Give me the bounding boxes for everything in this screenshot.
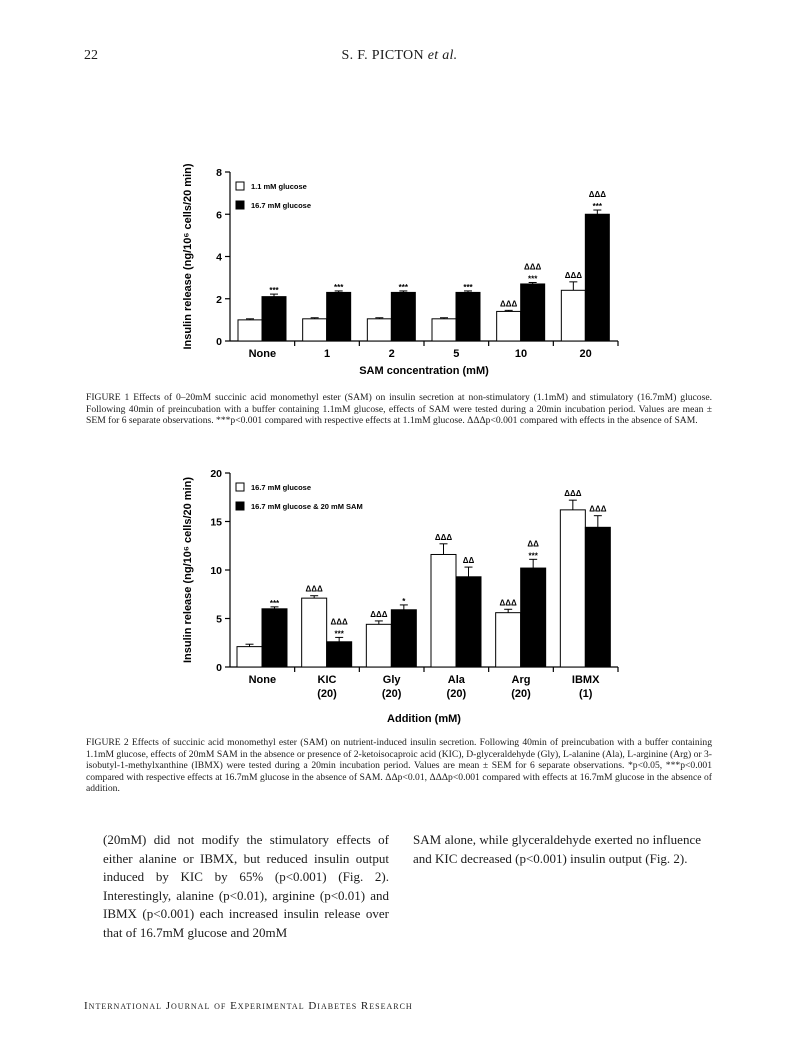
y-axis-label: Insulin release (ng/10⁶ cells/20 min) [182, 476, 194, 664]
significance-label: ΔΔΔ [434, 532, 453, 542]
significance-label: ΔΔΔ [564, 270, 582, 280]
body-text-column-1: (20mM) did not modify the stimulatory effects of either alanine or IBMX, but reduced insulin output induced by KIC by 65% (p<0.001) (Fig. 2). Interestingly, alanine (p<0.01), arginine (p<0.01) and IBMX (p<0.001) each increased insulin release over that of 16.7mM glucose and 20mM [103, 832, 389, 940]
y-tick-label: 8 [216, 167, 222, 179]
journal-footer: International Journal of Experimental Diabetes Research [84, 1000, 413, 1012]
bar-open [237, 647, 262, 667]
figure-2-caption: FIGURE 2 Effects of succinic acid monomethyl ester (SAM) on nutrient-induced insulin secretion. Following 40min of preincubation with a buffer containing 1.1mM glucose, effects of 20mM SAM in the absence or presence of 2-ketoisocaproic acid (KIC), D-glyceraldehyde (Gly), L-alanine (Ala), L-arginine (Arg) or 3-isobutyl-1-methylxanthine (IBMX) were tested during a 20min incubation period. Values are mean ± SEM for 6 separate observations. *p<0.05, ***p<0.001 compared with respective effects at 16.7mM glucose in the absence of SAM. ΔΔp<0.01, ΔΔΔp<0.001 compared with effects at 16.7mM glucose in the absence of addition. [86, 737, 712, 794]
x-tick-label-line: (20) [381, 688, 402, 700]
significance-label: *** [592, 202, 603, 212]
x-tick-label-line: Gly [382, 674, 401, 686]
running-head-author: S. F. PICTON [341, 48, 424, 63]
significance-label: ΔΔΔ [330, 617, 348, 627]
bar-open [302, 598, 327, 667]
significance-label: ΔΔΔ [499, 598, 517, 608]
legend-label: 16.7 mM glucose & 20 mM SAM [251, 502, 363, 511]
x-tick-label [249, 674, 277, 686]
body-text-column-2: SAM alone, while glyceraldehyde exerted no influence and KIC decreased (p<0.001) insulin output (Fig. 2). [413, 832, 701, 866]
x-tick-label [572, 674, 600, 700]
bar-filled [585, 527, 610, 667]
bar-open [366, 624, 391, 667]
significance-label: *** [463, 282, 473, 292]
significance-label: *** [528, 551, 538, 561]
significance-label: ΔΔΔ [588, 190, 606, 200]
significance-label: *** [269, 598, 280, 608]
bar-filled [391, 610, 416, 667]
x-tick-label [317, 674, 337, 700]
y-axis-label: Insulin release (ng/10⁶ cells/20 min) [182, 163, 194, 350]
y-tick-label: 0 [216, 336, 222, 348]
significance-label: ΔΔΔ [589, 504, 607, 514]
y-tick-label: 15 [210, 516, 222, 529]
significance-label: *** [269, 286, 279, 296]
x-tick-label [382, 674, 402, 700]
significance-label: * [402, 596, 406, 606]
bar-open [431, 554, 456, 667]
figure-1-caption: FIGURE 1 Effects of 0–20mM succinic acid monomethyl ester (SAM) on insulin secretion at non-stimulatory (1.1mM) and stimulatory (16.7mM) glucose. Following 40min of preincubation with a buffer containing 1.1mM glucose, effects of SAM were tested during a 20min incubation period. Values are mean ± SEM for 6 separate observations. ***p<0.001 compared with respective effects at 1.1mM glucose. ΔΔΔp<0.001 compared with effects in the absence of SAM. [86, 392, 712, 426]
bar-filled [327, 642, 352, 667]
bar-open [496, 613, 521, 667]
x-tick-label [447, 674, 467, 700]
x-tick-label-line: (20) [446, 688, 467, 700]
significance-label: *** [527, 274, 538, 284]
x-tick-label-line: (20) [317, 688, 337, 700]
significance-label: *** [333, 282, 344, 292]
significance-label: *** [334, 629, 344, 639]
x-tick-label-line: 5 [453, 348, 460, 360]
y-tick-label: 0 [216, 662, 222, 674]
legend-swatch [236, 502, 244, 510]
page-number: 22 [84, 48, 98, 63]
significance-label: ΔΔ [527, 539, 539, 549]
significance-label: *** [398, 282, 409, 292]
y-tick-label: 4 [216, 251, 222, 264]
legend-swatch [236, 483, 244, 491]
bar-filled [521, 568, 546, 667]
x-tick-label-line: 10 [514, 348, 528, 360]
x-tick-label-line: IBMX [571, 674, 600, 686]
x-tick-label-line: (1) [578, 688, 593, 700]
y-tick-label: 2 [216, 293, 222, 306]
y-tick-label: 10 [210, 565, 222, 577]
x-axis-label: SAM concentration (mM) [359, 365, 489, 377]
x-tick-label-line: Arg [511, 674, 531, 686]
y-tick-label: 20 [210, 468, 222, 480]
x-tick-label-line: (20) [511, 688, 531, 700]
bar-open [560, 510, 585, 667]
significance-label: ΔΔΔ [370, 609, 388, 619]
bar-filled [456, 577, 481, 667]
x-tick-label-line: None [248, 348, 277, 360]
x-tick-label-line: None [248, 674, 277, 686]
legend-label: 16.7 mM glucose [251, 483, 312, 492]
significance-label: ΔΔΔ [564, 489, 582, 499]
significance-label: ΔΔΔ [305, 584, 323, 594]
x-axis-label: Addition (mM) [387, 713, 461, 725]
x-tick-label-line: 2 [388, 348, 395, 360]
x-tick-label-line: KIC [317, 674, 337, 686]
x-tick-label-line: Ala [447, 674, 465, 686]
significance-label: ΔΔΔ [500, 299, 518, 309]
significance-label: ΔΔ [462, 556, 475, 566]
y-tick-label: 6 [216, 209, 222, 222]
significance-label: ΔΔΔ [524, 262, 542, 272]
x-tick-label-line: 20 [579, 348, 592, 360]
running-head-suffix: et al. [427, 48, 458, 63]
y-tick-label: 5 [216, 613, 222, 626]
legend-label: 1.1 mM glucose [251, 182, 307, 191]
bar-filled [262, 609, 287, 667]
x-tick-label [511, 674, 531, 700]
x-tick-label-line: 1 [323, 348, 331, 360]
legend-label: 16.7 mM glucose [251, 201, 312, 210]
